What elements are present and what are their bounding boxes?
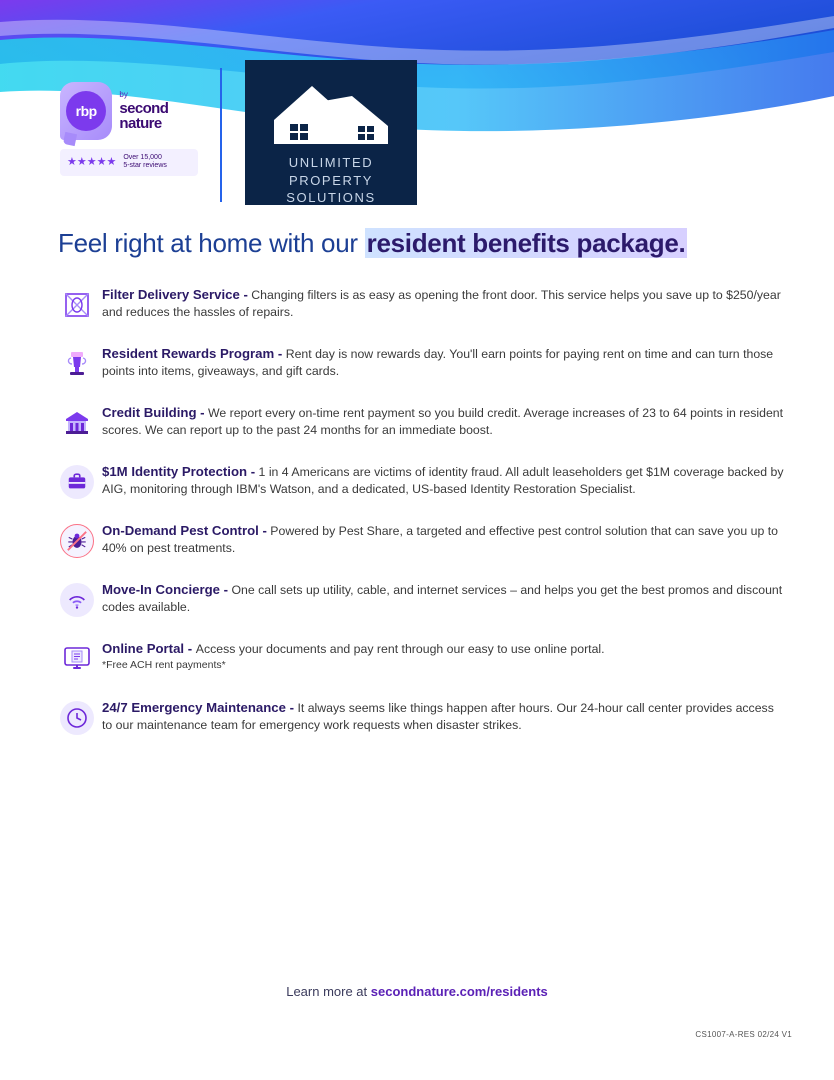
benefit-body: Changing filters is as easy as opening the front door. This service helps you save up to $250/year and reduces the hassles of repairs. [102, 288, 781, 319]
benefit-body: We report every on-time rent payment so you build credit. Average increases of 23 to 64 points in resident scores. We can report up to the past 24 months for an immediate boost. [102, 406, 784, 437]
list-item-text [102, 577, 786, 615]
list-item-text [102, 341, 786, 379]
pest-control-icon [56, 520, 98, 562]
benefit-body: 1 in 4 Americans are victims of identity fraud. All adult leaseholders get $1M coverage backed by AIG, monitoring through IBM's Watson, and a dedicated, US-based Identity Restoration Specialist. [102, 465, 784, 496]
rbp-circle [66, 91, 106, 131]
by-label: by [119, 90, 128, 100]
clock-icon-circle [60, 701, 94, 735]
logo-row [60, 60, 774, 210]
list-item [56, 695, 786, 739]
company-name-line-3: SOLUTIONS [286, 190, 376, 206]
benefit-title: 24/7 Emergency Maintenance - [102, 700, 295, 715]
benefit-title: Online Portal - [102, 641, 196, 656]
list-item [56, 459, 786, 503]
residents-link[interactable]: secondnature.com/residents [370, 984, 548, 999]
headline-accent: resident benefits package. [366, 228, 686, 258]
list-item-text [102, 695, 786, 733]
rbp-badge-icon [60, 82, 112, 140]
list-item-text [102, 400, 786, 438]
list-item-text [102, 459, 786, 497]
benefit-body: Access your documents and pay rent through our easy to use online portal. [195, 642, 605, 656]
wifi-concierge-icon [56, 579, 98, 621]
headline-plain: Feel right at home with our [58, 228, 365, 258]
list-item [56, 518, 786, 562]
list-item [56, 636, 786, 680]
list-item [56, 577, 786, 621]
identity-icon-circle [60, 465, 94, 499]
company-name [286, 154, 376, 207]
reviews-count [123, 154, 167, 171]
benefits-list [56, 282, 786, 754]
filter-icon [56, 284, 98, 326]
star-rating-icon: ★★★★★ [67, 155, 117, 168]
benefit-note: *Free ACH rent payments* [102, 658, 226, 671]
rewards-trophy-icon [56, 343, 98, 385]
list-item [56, 341, 786, 385]
credit-building-icon [56, 402, 98, 444]
benefit-title: Resident Rewards Program - [102, 346, 283, 361]
list-item [56, 282, 786, 326]
benefit-title: Move-In Concierge - [102, 582, 229, 597]
footer [0, 984, 834, 999]
benefit-title: Credit Building - [102, 405, 205, 420]
benefit-body: Rent day is now rewards day. You'll earn points for paying rent on time and can turn those points into items, giveaways, and gift cards. [102, 347, 774, 378]
identity-shield-icon [56, 461, 98, 503]
second-nature-label: second nature [119, 99, 169, 132]
reviews-badge [60, 149, 198, 176]
benefit-title: On-Demand Pest Control - [102, 523, 267, 538]
company-name-line-1: UNLIMITED [288, 155, 374, 170]
benefit-title: $1M Identity Protection - [102, 464, 256, 479]
property-company-logo [245, 60, 417, 205]
document-code: CS1007-A-RES 02/24 V1 [695, 1030, 792, 1039]
reviews-line-1: Over 15,000 [123, 154, 162, 161]
concierge-icon-circle [60, 583, 94, 617]
pest-icon-circle [60, 524, 94, 558]
vertical-divider [220, 68, 222, 202]
rbp-logo [60, 82, 208, 140]
second-nature-wordmark [119, 91, 208, 130]
reviews-line-2: 5-star reviews [123, 162, 167, 170]
list-item [56, 400, 786, 444]
list-item-text [102, 636, 786, 672]
benefit-body: Powered by Pest Share, a targeted and effective pest control solution that can save you up to 40% on pest treatments. [102, 524, 778, 555]
benefit-title: Filter Delivery Service - [102, 287, 248, 302]
benefit-body: One call sets up utility, cable, and internet services – and helps you get the best promos and discount codes available. [102, 583, 783, 614]
clock-maintenance-icon [56, 697, 98, 739]
list-item-text [102, 518, 786, 556]
list-item-text [102, 282, 786, 320]
online-portal-icon [56, 638, 98, 680]
page-title [58, 228, 788, 259]
house-icon [266, 80, 396, 148]
benefit-body: It always seems like things happen after hours. Our 24-hour call center provides access to our maintenance team for emergency work requests when disaster strikes. [102, 701, 774, 732]
rbp-logo-block [60, 82, 208, 176]
company-name-line-2: PROPERTY [288, 172, 374, 188]
learn-more-label: Learn more at [286, 984, 371, 999]
rbp-mark-label: rbp [75, 103, 97, 119]
